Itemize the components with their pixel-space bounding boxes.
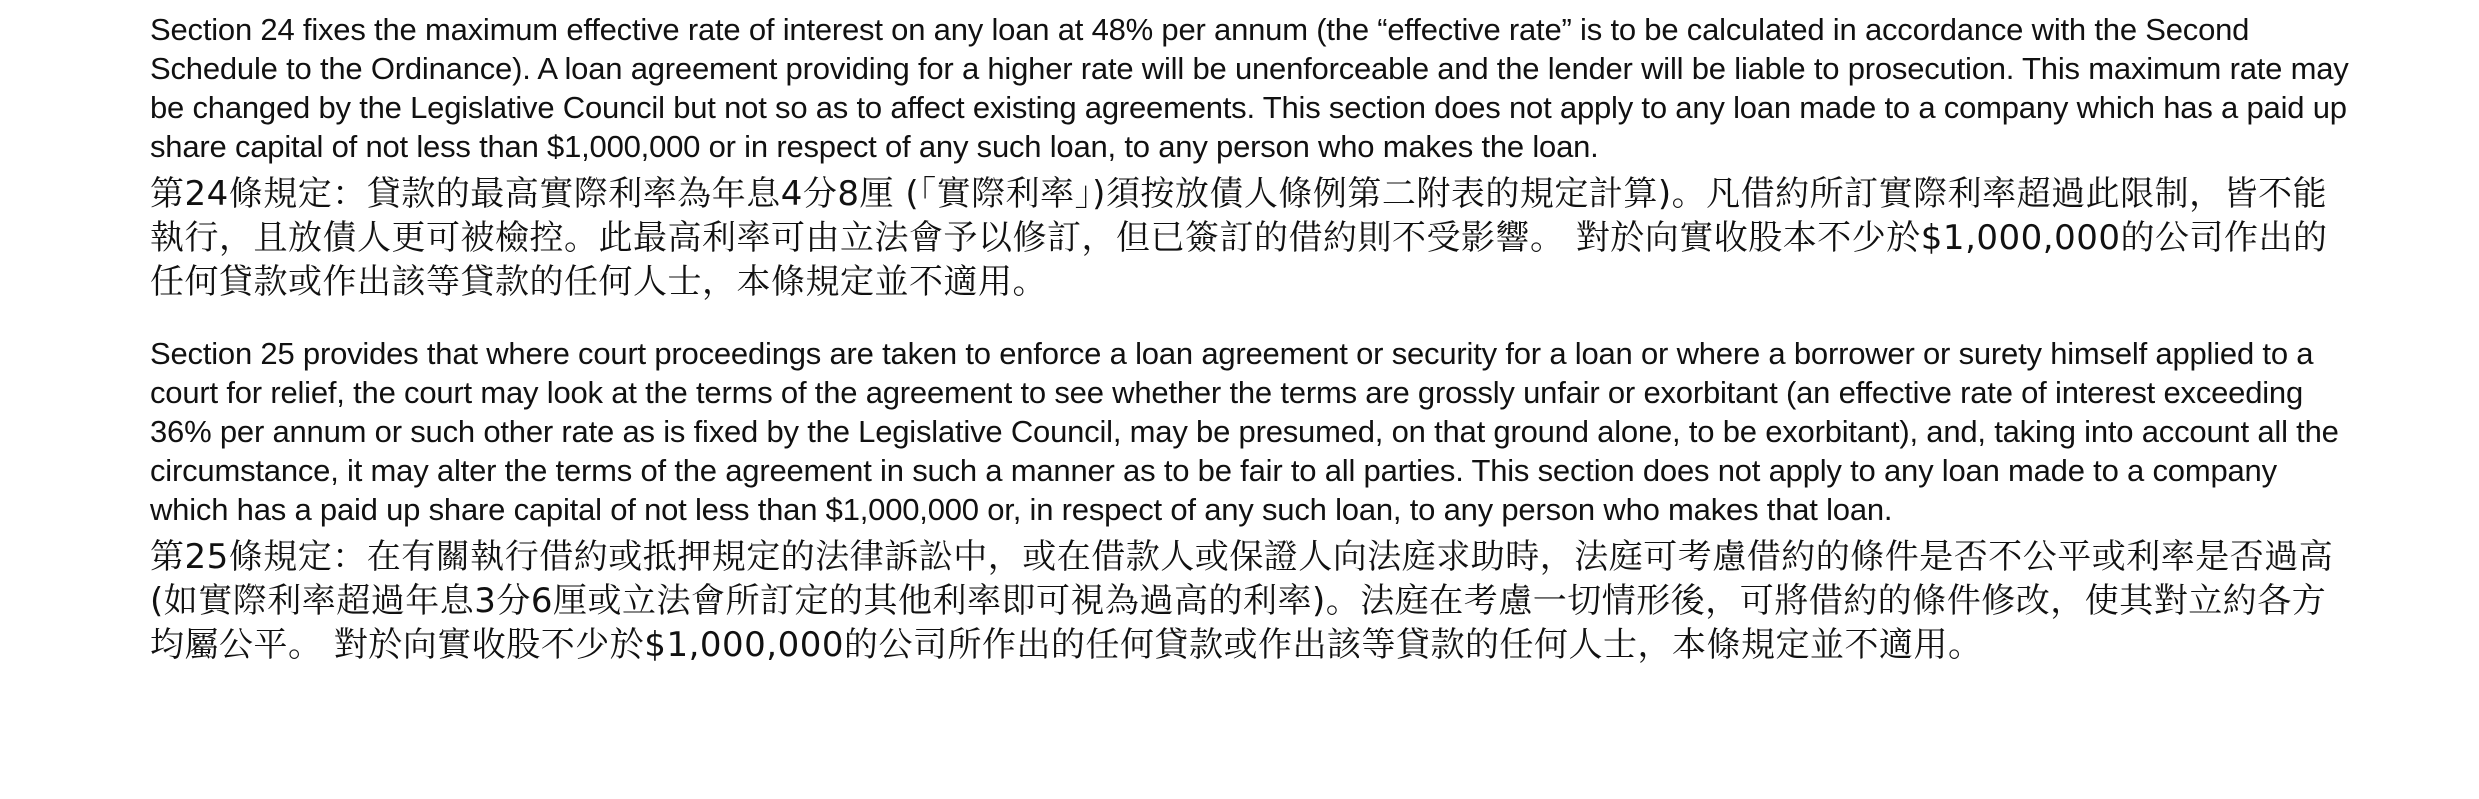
section-25-chinese: 第25條規定：在有關執行借約或抵押規定的法律訴訟中，或在借款人或保證人向法庭求助時，法庭可考慮借約的條件是否不公平或利率是否過高 (如實際利率超過年息3分6厘或立法會所訂定的其他利率即可視為過高的利率)。法庭在考慮一切情形後，可將借約的條件修改，使其對立約各方均屬公平。 對於向實收股不少於$1,000,000的公司所作出的任何貸款或作出該等貸款的任何人士，本條規定並不適用。 <box>150 537 2334 665</box>
section-25-english: Section 25 provides that where court proceedings are taken to enforce a loan agreement or security for a loan or where a borrower or surety himself applied to a court for relief, the court may look at the terms of the agreement to see whether the terms are grossly unfair or exorbitant (an effective rate of interest exceeding 36% per annum or such other rate as is fixed by the Legislative Council, may be presumed, on that ground alone, to be exorbitant), and, taking into account all the circumstance, it may alter the terms of the agreement in such a manner as to be fair to all parties. This section does not apply to any loan made to a company which has a paid up share capital of not less than $1,000,000 or, in respect of any such loan, to any person who makes that loan. <box>150 336 2339 527</box>
document-page <box>150 10 2350 667</box>
spacer <box>150 304 2350 334</box>
section-24-english: Section 24 fixes the maximum effective rate of interest on any loan at 48% per annum (the “effective rate” is to be calculated in accordance with the Second Schedule to the Ordinance). A loan agreement providing for a higher rate will be unenforceable and the lender will be liable to prosecution. This maximum rate may be changed by the Legislative Council but not so as to affect existing agreements. This section does not apply to any loan made to a company which has a paid up share capital of not less than $1,000,000 or in respect of any such loan, to any person who makes the loan. <box>150 12 2349 164</box>
section-24-chinese: 第24條規定：貸款的最高實際利率為年息4分8厘 (「實際利率」)須按放債人條例第二附表的規定計算)。凡借約所訂實際利率超過此限制，皆不能執行，且放債人更可被檢控。此最高利率可由立法會予以修訂，但已簽訂的借約則不受影響。 對於向實收股本不少於$1,000,000的公司作出的任何貸款或作出該等貸款的任何人士，本條規定並不適用。 <box>150 174 2328 302</box>
